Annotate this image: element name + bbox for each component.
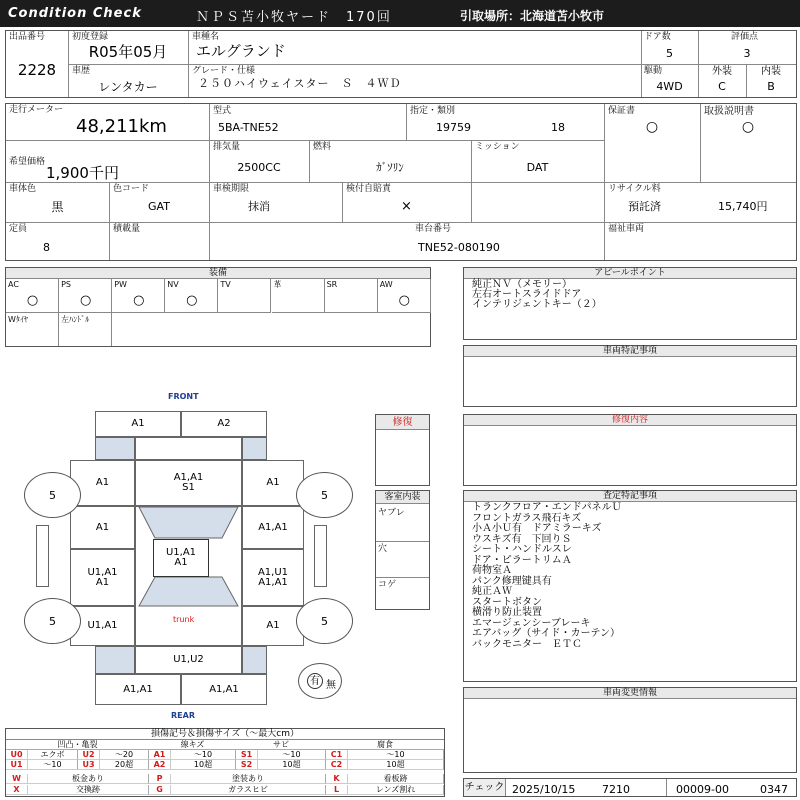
check-code: 7210 bbox=[602, 783, 630, 796]
rear-door-right-damage-2: A1,A1 bbox=[258, 576, 288, 588]
color-label: 車体色 bbox=[9, 184, 37, 194]
doors-label: ドア数 bbox=[644, 32, 671, 42]
note-line: 小Ａ小Ｕ有 ドアミラーキズ bbox=[472, 523, 602, 534]
mirror-right bbox=[314, 525, 327, 587]
score-label: 評価点 bbox=[731, 32, 759, 42]
recycle-label: リサイクル料 bbox=[608, 184, 661, 194]
rear-door-left-damage: U1,A1 bbox=[87, 566, 118, 578]
mission: DAT bbox=[526, 161, 549, 174]
legend-desc: 〜20 bbox=[100, 750, 149, 760]
mileage: 48,211km bbox=[76, 116, 167, 137]
legend-code: C1 bbox=[326, 750, 348, 760]
equip-key: PS bbox=[61, 280, 71, 289]
spare-absent: 無 bbox=[326, 680, 336, 691]
info-block-main bbox=[5, 103, 797, 261]
equip-value: ○ bbox=[79, 293, 92, 308]
mileage-label: 走行メーター bbox=[9, 105, 64, 115]
inspection: 抹消 bbox=[248, 200, 270, 213]
legend-code: C2 bbox=[326, 760, 348, 770]
equip-value: ○ bbox=[26, 293, 39, 308]
equip-value: ○ bbox=[133, 293, 145, 308]
legend-category: サビ bbox=[236, 740, 326, 750]
equip-2 bbox=[112, 279, 165, 313]
sheet-title: Condition Check bbox=[8, 6, 142, 21]
note-line: 左右オートスライドドア bbox=[472, 289, 582, 300]
history: レンタカー bbox=[98, 80, 158, 94]
front-label: FRONT bbox=[168, 392, 199, 401]
trunk-label: trunk bbox=[173, 615, 195, 624]
rear-bumper-left: A1,A1 bbox=[95, 674, 181, 705]
front-fender-left: A1 bbox=[70, 460, 135, 506]
note-line: エアバッグ（サイド・カーテン） bbox=[472, 628, 620, 639]
legend-code: P bbox=[149, 774, 171, 784]
equip-1 bbox=[59, 279, 112, 313]
spare-present: 有 bbox=[307, 673, 323, 689]
equip-value: ○ bbox=[398, 293, 410, 308]
repair-content-title: 修復内容 bbox=[464, 415, 796, 426]
check-number: 00009-00 bbox=[676, 783, 729, 796]
front-panel bbox=[135, 437, 242, 460]
grade: ２５０ハイウェイスター Ｓ ４ＷＤ bbox=[198, 77, 402, 90]
note-line: トランクフロア・エンドパネルＵ bbox=[472, 502, 622, 513]
legend-desc: 〜10 bbox=[171, 750, 236, 760]
taillight-right bbox=[242, 646, 267, 674]
note-line: ウスキズ有 下回りＳ bbox=[472, 533, 572, 545]
spec-number: 19759 bbox=[436, 121, 471, 134]
rear-fender-left: U1,A1 bbox=[70, 606, 135, 646]
check-date: 2025/10/15 bbox=[512, 783, 576, 796]
front-fender-right: A1 bbox=[242, 460, 304, 506]
check-footer bbox=[463, 778, 797, 797]
load-label: 積載量 bbox=[113, 224, 141, 234]
tire-front-right: 5 bbox=[296, 472, 353, 518]
color-code: GAT bbox=[148, 200, 170, 213]
legend-desc: レンズ割れ bbox=[348, 785, 444, 795]
repair-content-section bbox=[463, 414, 797, 486]
note-line: 純正ＮＶ（メモリー） bbox=[472, 279, 572, 290]
legend-desc: 10超 bbox=[348, 760, 444, 770]
displacement: 2500CC bbox=[237, 161, 281, 174]
note-line: 横滑り防止装置 bbox=[472, 607, 542, 618]
roof bbox=[153, 539, 209, 577]
note-line: スタートボタン bbox=[472, 596, 542, 608]
note-line: 純正ＡＷ bbox=[472, 586, 512, 597]
legend-desc: 〜10 bbox=[28, 760, 78, 770]
legend-code: G bbox=[149, 785, 171, 795]
cc-label: 排気量 bbox=[213, 142, 241, 152]
equip-key: AC bbox=[8, 280, 19, 289]
rear-door-right-damage: A1,U1 bbox=[257, 566, 289, 578]
capacity: 8 bbox=[43, 241, 50, 254]
first-reg-label: 初度登録 bbox=[72, 32, 109, 42]
front-door-left: A1 bbox=[70, 506, 135, 549]
first-reg: R05年05月 bbox=[88, 43, 168, 61]
lot-label: 出品番号 bbox=[9, 32, 46, 42]
rear-door-left bbox=[70, 549, 135, 606]
interior-label: 内装 bbox=[761, 66, 781, 77]
rear-door-right bbox=[242, 549, 304, 606]
selfins-label: 検付自賠責 bbox=[346, 184, 392, 194]
chassis-label: 車台番号 bbox=[415, 224, 452, 234]
fuel: ｶﾞｿﾘﾝ bbox=[376, 161, 404, 174]
model-name: エルグランド bbox=[196, 42, 286, 60]
legend-desc: ガラスヒビ bbox=[171, 785, 326, 795]
equip-4 bbox=[218, 279, 271, 313]
capacity-label: 定員 bbox=[9, 224, 28, 234]
rear-fender-right: A1 bbox=[242, 606, 304, 646]
mission-label: ミッション bbox=[475, 142, 520, 152]
equip-3 bbox=[165, 279, 218, 313]
auction-name: ＮＰＳ苫小牧ヤード 170回 bbox=[196, 10, 392, 25]
taillight-left bbox=[95, 646, 135, 674]
legend-category: 凹凸・亀裂 bbox=[6, 740, 149, 750]
legend-desc: エクボ bbox=[28, 750, 78, 760]
legend-desc: 板金あり bbox=[28, 774, 149, 784]
hood bbox=[135, 460, 242, 506]
manual-label: 取扱説明書 bbox=[704, 106, 754, 117]
equipment-section bbox=[5, 267, 431, 347]
info-block-top bbox=[5, 30, 797, 98]
fuel-label: 燃料 bbox=[313, 142, 332, 152]
legend-code: U2 bbox=[78, 750, 100, 760]
interior-burn: コゲ bbox=[378, 580, 397, 590]
colorcode-label: 色コード bbox=[113, 184, 150, 194]
change-section bbox=[463, 687, 797, 773]
score: 3 bbox=[743, 47, 751, 60]
windshield bbox=[139, 507, 238, 538]
pickup-location: 引取場所：北海道苫小牧市 bbox=[460, 9, 605, 23]
exterior-label: 外装 bbox=[712, 66, 732, 77]
model-label: 車種名 bbox=[192, 32, 220, 42]
equip-6 bbox=[325, 279, 378, 313]
note-line: ドア・ピラートリムＡ bbox=[472, 554, 572, 566]
interior-hole: 穴 bbox=[378, 544, 388, 554]
mirror-left bbox=[36, 525, 49, 587]
legend-code: A1 bbox=[149, 750, 171, 760]
legend-code: S2 bbox=[236, 760, 258, 770]
equip-key: NV bbox=[167, 280, 179, 289]
back-door: U1,U2 bbox=[135, 646, 242, 674]
inspection-label: 車検期限 bbox=[213, 184, 250, 194]
selfins: × bbox=[401, 199, 412, 214]
exterior-grade: C bbox=[718, 80, 726, 93]
warranty: ○ bbox=[645, 119, 659, 135]
legend-code: K bbox=[326, 774, 348, 784]
equip2-1 bbox=[59, 313, 112, 346]
welfare-label: 福祉車両 bbox=[608, 224, 645, 234]
appeal-title: アピールポイント bbox=[464, 268, 796, 279]
legend-section bbox=[5, 728, 445, 797]
note-line: バックモニター ＥＴＣ bbox=[472, 638, 582, 650]
legend-desc: 10超 bbox=[258, 760, 326, 770]
legend-category: 線キズ bbox=[149, 740, 236, 750]
doors: 5 bbox=[666, 47, 673, 60]
equip-0 bbox=[6, 279, 59, 313]
rear-window bbox=[139, 577, 238, 606]
legend-desc: 〜10 bbox=[348, 750, 444, 760]
roof-damage: U1,A1 bbox=[165, 547, 197, 558]
lot-number: 2228 bbox=[17, 61, 57, 79]
headlight-left bbox=[95, 437, 135, 460]
check-id: 0347 bbox=[760, 783, 788, 796]
equipment-title: 装備 bbox=[6, 268, 430, 279]
front-bumper-right: A2 bbox=[181, 411, 267, 437]
legend-desc: 交換跡 bbox=[28, 785, 149, 795]
class-number: 18 bbox=[551, 121, 565, 134]
drive-label: 駆動 bbox=[644, 66, 663, 76]
note-line: インテリジェントキー（２） bbox=[472, 299, 602, 310]
rear-bumper-right: A1,A1 bbox=[181, 674, 267, 705]
spec-label: 指定・類別 bbox=[410, 106, 456, 116]
hood-damage-2: S1 bbox=[182, 482, 195, 493]
tire-rear-left: 5 bbox=[24, 598, 81, 644]
recycle-status: 預託済 bbox=[628, 200, 661, 213]
chassis-number: TNE52-080190 bbox=[418, 241, 500, 254]
note-line: パンク修理键具有 bbox=[472, 575, 552, 587]
front-bumper-left: A1 bbox=[95, 411, 181, 437]
special-title: 車両特記事項 bbox=[464, 346, 796, 357]
special-section bbox=[463, 345, 797, 407]
note-line: フロントガラス飛石キズ bbox=[472, 512, 582, 524]
legend-code: A2 bbox=[149, 760, 171, 770]
legend-code: X bbox=[6, 785, 28, 795]
grade-label: グレード・仕様 bbox=[192, 66, 256, 76]
equip-key: PW bbox=[114, 280, 127, 289]
equip2-0 bbox=[6, 313, 59, 346]
rear-door-left-damage-2: A1 bbox=[95, 576, 110, 588]
legend-desc: 塗装あり bbox=[171, 774, 326, 784]
price-label: 希望価格 bbox=[9, 157, 46, 167]
legend-code: U3 bbox=[78, 760, 100, 770]
legend-code: W bbox=[6, 774, 28, 784]
legend-code: U0 bbox=[6, 750, 28, 760]
warranty-label: 保証書 bbox=[608, 106, 636, 116]
headlight-right bbox=[242, 437, 267, 460]
model-type: 5BA-TNE52 bbox=[218, 121, 279, 134]
header-bar bbox=[0, 0, 800, 27]
equip-7 bbox=[378, 279, 431, 313]
equip-key: 左ﾊﾝﾄﾞﾙ bbox=[61, 315, 90, 324]
equip-key: 革 bbox=[273, 280, 282, 289]
change-title: 車両変更情報 bbox=[464, 688, 796, 699]
legend-title: 損傷記号＆損傷サイズ（〜最大cm） bbox=[6, 729, 444, 740]
repair-title: 修復 bbox=[376, 415, 429, 430]
legend-desc: 20超 bbox=[100, 760, 149, 770]
legend-desc: 看板跡 bbox=[348, 774, 444, 784]
spare-tire bbox=[298, 663, 342, 699]
inspect-section bbox=[463, 490, 797, 682]
interior-tear: ヤブレ bbox=[378, 508, 405, 518]
note-line: エマージェンシーブレーキ bbox=[472, 617, 591, 629]
equip-key: TV bbox=[220, 280, 231, 289]
note-line: シート・ハンドルスレ bbox=[472, 544, 572, 555]
equip-key: AW bbox=[379, 280, 393, 289]
legend-desc: 10超 bbox=[171, 760, 236, 770]
equip-5 bbox=[272, 279, 325, 313]
tire-front-left: 5 bbox=[24, 472, 81, 518]
hood-damage: A1,A1 bbox=[173, 472, 204, 483]
legend-code: S1 bbox=[236, 750, 258, 760]
legend-code: L bbox=[326, 785, 348, 795]
roof-damage-2: A1 bbox=[174, 557, 188, 568]
equip-key: SR bbox=[326, 280, 338, 289]
history-label: 車歴 bbox=[72, 66, 91, 76]
note-line: 荷物室Ａ bbox=[472, 565, 512, 576]
appeal-section bbox=[463, 267, 797, 340]
interior-title: 客室内装 bbox=[376, 491, 429, 504]
legend-category: 腐食 bbox=[326, 740, 444, 750]
manual: ○ bbox=[741, 119, 755, 135]
type-label: 型式 bbox=[213, 106, 232, 116]
rear-label: REAR bbox=[171, 711, 195, 720]
price: 1,900千円 bbox=[46, 164, 119, 182]
body-color: 黒 bbox=[51, 200, 64, 214]
check-label: チェック bbox=[464, 779, 506, 796]
front-door-right: A1,A1 bbox=[242, 506, 304, 549]
repair-section bbox=[375, 414, 430, 486]
tire-rear-right: 5 bbox=[296, 598, 353, 644]
drive: 4WD bbox=[656, 80, 683, 93]
interior-grade: B bbox=[767, 80, 775, 93]
recycle-fee: 15,740円 bbox=[718, 200, 768, 213]
equip-key: Wﾀｲﾔ bbox=[8, 315, 28, 324]
legend-desc: 〜10 bbox=[258, 750, 326, 760]
inspect-title: 査定特記事項 bbox=[464, 491, 796, 502]
legend-code: U1 bbox=[6, 760, 28, 770]
interior-section bbox=[375, 490, 430, 610]
equip-value: ○ bbox=[186, 293, 198, 308]
